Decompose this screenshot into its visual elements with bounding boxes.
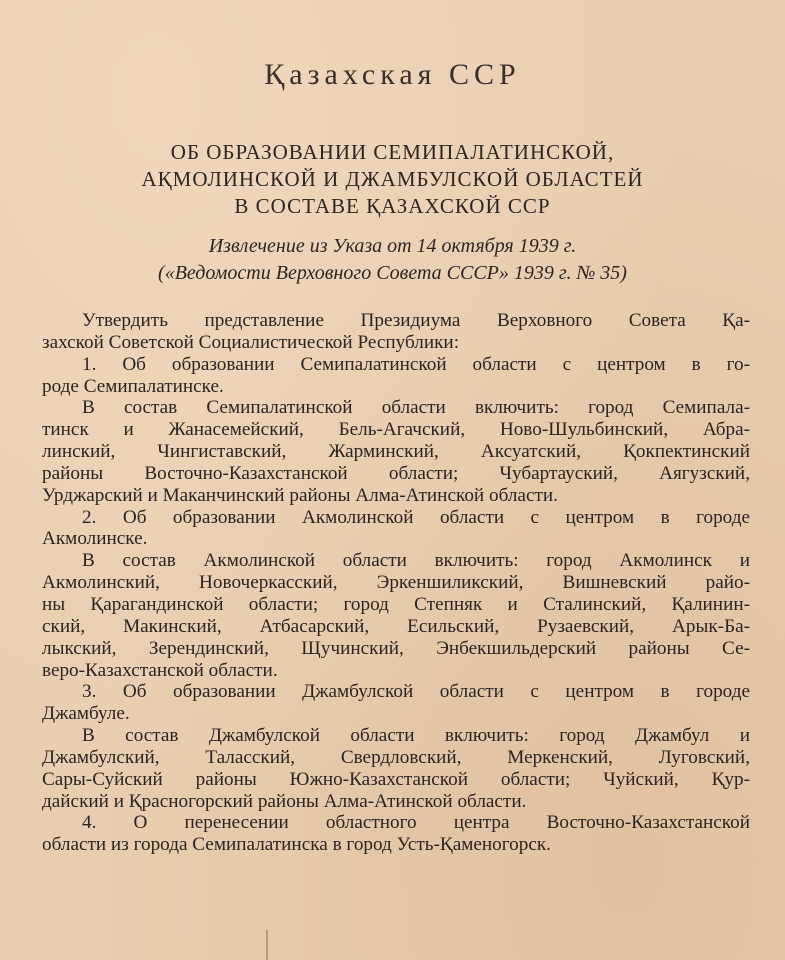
region-title: Қазахская ССР [264,58,521,91]
decree-title-line: АҚМОЛИНСКОЙ И ДЖАМБУЛСКОЙ ОБЛАСТЕЙ [141,167,644,191]
body-line: В состав Джамбулской области включить: город Джамбул и [82,725,750,747]
body-line: Акмолинский, Новочеркасский, Эркеншиликский, Вишневский райо- [42,572,750,594]
body-line: Урджарский и Маканчинский районы Алма-Атинской области. [42,484,558,506]
body-line: захской Советской Социалистической Республики: [42,331,460,353]
decree-body [42,310,750,856]
decree-title-line: В СОСТАВЕ ҚАЗАХСКОЙ ССР [234,194,551,218]
body-line: Акмолинске. [42,528,148,550]
body-line: 2. Об образовании Акмолинской области с центром в городе [82,506,750,528]
body-line: 4. О перенесении областного центра Восточно-Казахстанской [82,812,750,834]
paper-fold-mark [266,930,268,960]
body-line: тинск и Жанасемейский, Бель-Агачский, Ново-Шульбинский, Абра- [42,419,750,441]
body-line: Утвердить представление Президиума Верховного Совета Қа- [82,310,750,331]
body-line: Джамбулский, Таласский, Свердловский, Меркенский, Луговский, [42,746,750,768]
body-line: В состав Акмолинской области включить: город Акмолинск и [82,550,750,572]
body-line: 1. Об образовании Семипалатинской области с центром в го- [82,353,750,375]
body-line: роде Семипалатинске. [42,375,224,397]
body-line: линский, Чингиставский, Жарминский, Аксуатский, Қокпектинский [42,441,750,463]
body-line: ны Қарагандинской области; город Степняк и Сталинский, Қалинин- [42,593,750,615]
decree-title [0,139,785,220]
source-line: («Ведомости Верховного Совета СССР» 1939 г. № 35) [158,262,627,284]
body-line: дайский и Қрасногорский районы Алма-Атинской области. [42,790,527,812]
body-line: В состав Семипалатинской области включить: город Семипала- [82,397,750,419]
body-line: веро-Казахстанской области. [42,659,278,681]
body-line: области из города Семипалатинска в город Усть-Қаменогорск. [42,834,551,856]
body-line: 3. Об образовании Джамбулской области с центром в городе [82,681,750,703]
body-line: Джамбуле. [42,703,130,725]
body-line: районы Восточно-Казахстанской области; Чубартауский, Аягузский, [42,462,750,484]
body-line: ский, Макинский, Атбасарский, Есильский, Рузаевский, Арык-Ба- [42,615,750,637]
decree-title-line: ОБ ОБРАЗОВАНИИ СЕМИПАЛАТИНСКОЙ, [170,140,615,164]
body-line: Сары-Суйский районы Южно-Казахстанской области; Чуйский, Қур- [42,768,750,790]
source-line: Извлечение из Указа от 14 октября 1939 г. [208,235,577,257]
body-line: лыкский, Зерендинский, Щучинский, Энбекшильдерский районы Се- [42,637,750,659]
source-citation [0,233,785,287]
